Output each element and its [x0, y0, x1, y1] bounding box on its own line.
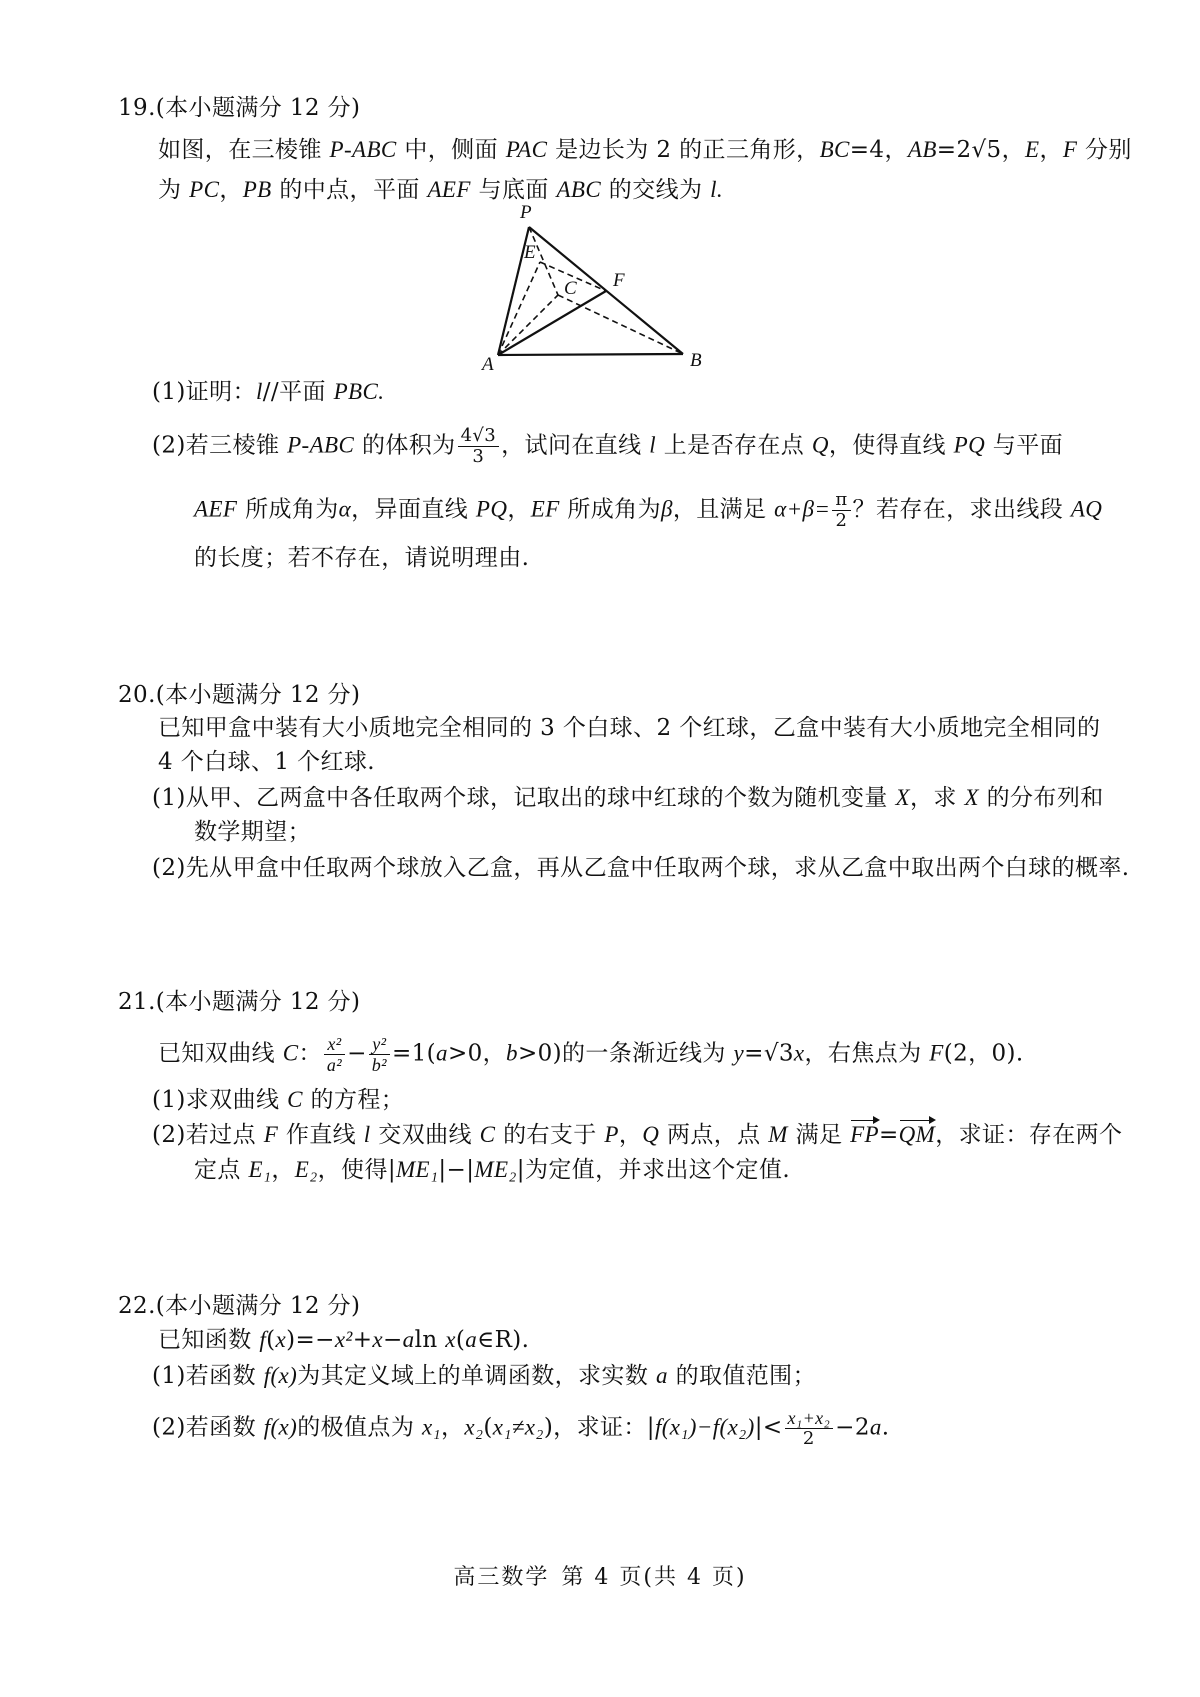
- x-squared-over-a-squared: $\frac{\text{x²}}{\text{a²}}$: [324, 1034, 345, 1075]
- q19-part2-line2: AEF 所成角为α，异面直线 PQ，EF 所成角为β，且满足 α+β= $\frac{\pi}{2}$ ？若存在，求出线段 AQ: [194, 489, 1103, 531]
- q22-part1: (1)若函数 f(x)为其定义域上的单调函数，求实数 a 的取值范围；: [152, 1363, 816, 1389]
- q21-stem: 已知双曲线 C： $\frac{\text{x²}}{\text{a²}}$ − $\frac{\text{y²}}{\text{b²}}$ =1(a>0，b>0)的一条渐近线为 y=√3x，右焦点为 F(2，0).: [158, 1034, 1024, 1075]
- edge-AE: [498, 262, 540, 355]
- q22-part2: (2)若函数 f(x)的极值点为 x₁，x₂(x₁≠x₂)，求证：|f(x₁)−f(x₂)|< $\frac{\text{x₁+x₂}}{2}$ −2a.: [152, 1408, 890, 1449]
- q19-stem-line2: 为 PC，PB 的中点，平面 AEF 与底面 ABC 的交线为 l.: [158, 177, 724, 203]
- q20-part1-line2: 数学期望；: [194, 819, 311, 845]
- q19-part2-line1: (2)若三棱锥 P-ABC 的体积为 $\frac{4√3}{3}$ ，试问在直线 l 上是否存在点 Q，使得直线 PQ 与平面: [152, 425, 1064, 467]
- q22-number: 22.: [118, 1293, 156, 1319]
- q21-part2-line2: 定点 E₁，E₂，使得|ME₁|−|ME₂|为定值，并求出这个定值.: [194, 1157, 791, 1183]
- footer-page-number: 第 4 页(共 4 页): [561, 1565, 747, 1590]
- q22-stem: 已知函数 f(x)=−x²+x−aln x(a∈R).: [158, 1327, 530, 1353]
- q22-heading: [118, 1290, 360, 1322]
- q22-points: (本小题满分 12 分): [155, 1293, 361, 1319]
- vector-QM: QM: [899, 1119, 936, 1151]
- q21-part2-line1: (2)若过点 F 作直线 l 交双曲线 C 的右支于 P，Q 两点，点 M 满足 FP=QM，求证：存在两个: [152, 1119, 1122, 1151]
- q21-part1: (1)求双曲线 C 的方程；: [152, 1087, 405, 1113]
- q19-number: 19.: [118, 95, 156, 121]
- q19-part1: (1)证明：l//平面 PBC.: [152, 379, 385, 405]
- q19-stem-line1: 如图，在三棱锥 P-ABC 中，侧面 PAC 是边长为 2 的正三角形，BC=4，AB=2√5，E，F 分别: [158, 137, 1132, 163]
- q20-number: 20.: [118, 682, 156, 708]
- x1-plus-x2-over-2: $\frac{\text{x₁+x₂}}{2}$: [785, 1408, 834, 1449]
- q20-stem-line2: 4 个白球、1 个红球.: [158, 749, 375, 775]
- page-footer: [0, 1560, 1200, 1591]
- pyramid-figure: [480, 200, 740, 400]
- q21-points: (本小题满分 12 分): [155, 989, 361, 1015]
- label-A: A: [482, 354, 494, 375]
- q20-heading: [118, 679, 360, 711]
- q21-number: 21.: [118, 989, 156, 1015]
- footer-subject: 高三数学: [453, 1565, 550, 1590]
- vector-FP: FP: [850, 1119, 879, 1151]
- q20-part2: (2)先从甲盒中任取两个球放入乙盒，再从乙盒中任取两个球，求从乙盒中取出两个白球的概率.: [152, 855, 1130, 881]
- q21-heading: [118, 986, 360, 1018]
- edge-AF: [498, 291, 606, 355]
- q20-part1-line1: (1)从甲、乙两盒中各任取两个球，记取出的球中红球的个数为随机变量 X，求 X 的分布列和: [152, 785, 1104, 811]
- label-B: B: [690, 350, 702, 371]
- label-C: C: [564, 278, 577, 299]
- label-P: P: [520, 202, 532, 223]
- label-F: F: [613, 270, 625, 291]
- label-E: E: [524, 242, 536, 263]
- q19-part2-line3: 的长度；若不存在，请说明理由.: [194, 545, 530, 571]
- volume-fraction: $\frac{4√3}{3}$: [458, 426, 500, 467]
- q20-stem-line1: 已知甲盒中装有大小质地完全相同的 3 个白球、2 个红球，乙盒中装有大小质地完全相同的: [158, 715, 1101, 741]
- pi-half-fraction: $\frac{\pi}{2}$: [832, 490, 850, 531]
- q19-points: (本小题满分 12 分): [155, 95, 361, 121]
- q20-points: (本小题满分 12 分): [155, 682, 361, 708]
- y-squared-over-b-squared: $\frac{\text{y²}}{\text{b²}}$: [369, 1034, 390, 1075]
- edge-AB: [498, 354, 683, 355]
- q19-heading: [118, 92, 360, 124]
